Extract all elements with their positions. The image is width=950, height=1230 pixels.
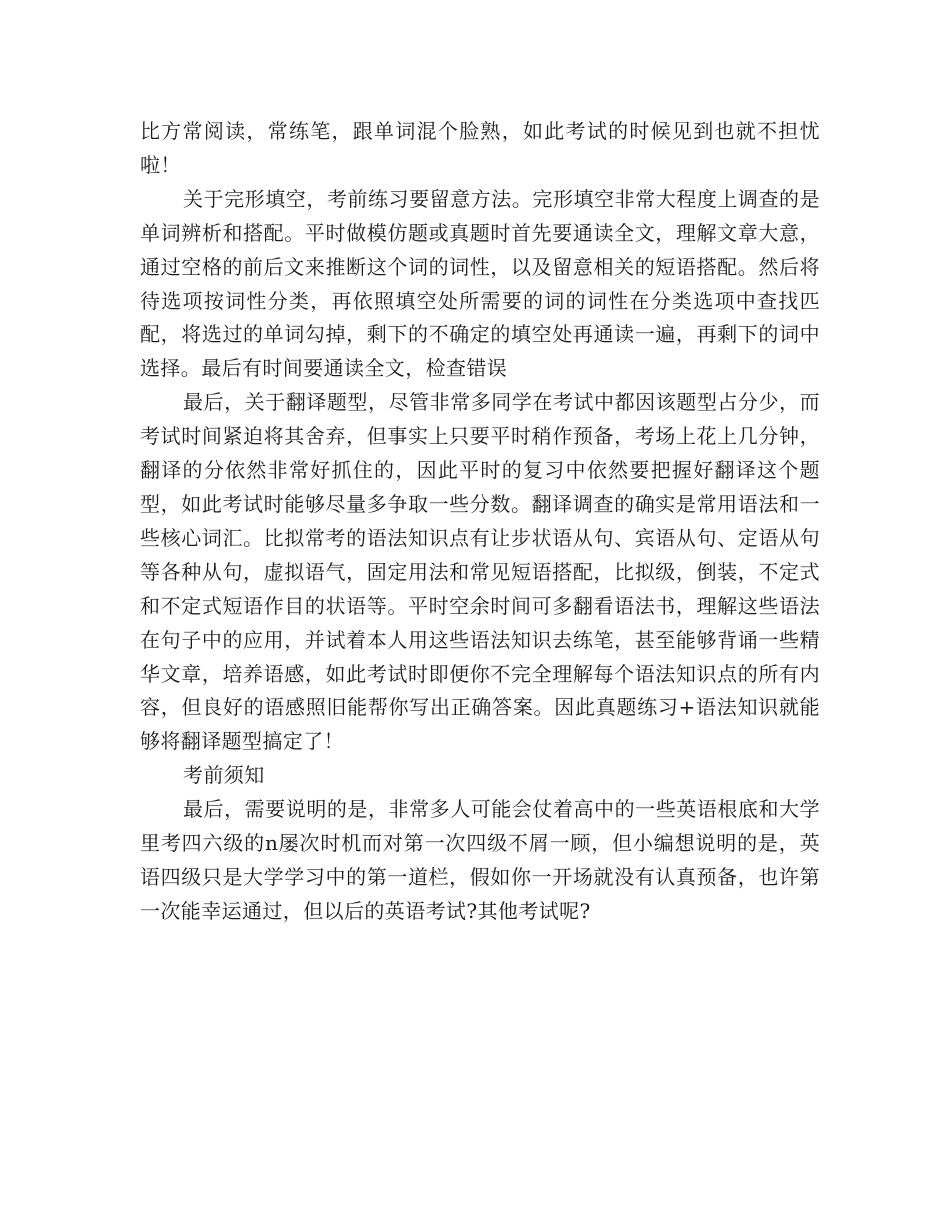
paragraph-translation: 最后，关于翻译题型，尽管非常多同学在考试中都因该题型占分少，而考试时间紧迫将其舍弃，但事实上只要平时稍作预备，考场上花上几分钟，翻译的分依然非常好抓住的，因此平时的复习中依然要把握好翻译这个题型，如此考试时能够尽量多争取一些分数。翻译调查的确实是常用语法和一些核心词汇。比拟常考的语法知识点有让步状语从句、宾语从句、定语从句等各种从句，虚拟语气，固定用法和常见短语搭配，比拟级，倒装，不定式和不定式短语作目的状语等。平时空余时间可多翻看语法书，理解这些语法在句子中的应用，并试着本人用这些语法知识去练笔，甚至能够背诵一些精华文章，培养语感，如此考试时即便你不完全理解每个语法知识点的所有内容，但良好的语感照旧能帮你写出正确答案。因此真题练习+语法知识就能够将翻译题型搞定了！ bbox=[140, 390, 820, 754]
paragraph-continuation: 比方常阅读，常练笔，跟单词混个脸熟，如此考试的时候见到也就不担忧啦！ bbox=[140, 119, 820, 177]
document-body bbox=[140, 115, 820, 929]
paragraph-final-notes: 最后，需要说明的是，非常多人可能会仗着高中的一些英语根底和大学里考四六级的n屡次时机而对第一次四级不屑一顾，但小编想说明的是，英语四级只是大学学习中的第一道栏，假如你一开场就没有认真预备，也许第一次能幸运通过，但以后的英语考试?其他考试呢? bbox=[140, 797, 820, 923]
paragraph-cloze-test: 关于完形填空，考前练习要留意方法。完形填空非常大程度上调查的是单词辨析和搭配。平时做模仿题或真题时首先要通读全文，理解文章大意，通过空格的前后文来推断这个词的词性，以及留意相关的短语搭配。然后将待选项按词性分类，再依照填空处所需要的词的词性在分类选项中查找匹配，将选过的单词勾掉，剩下的不确定的填空处再通读一遍，再剩下的词中选择。最后有时间要通读全文，检查错误 bbox=[140, 186, 820, 381]
section-heading-exam-notes: 考前须知 bbox=[183, 763, 265, 788]
